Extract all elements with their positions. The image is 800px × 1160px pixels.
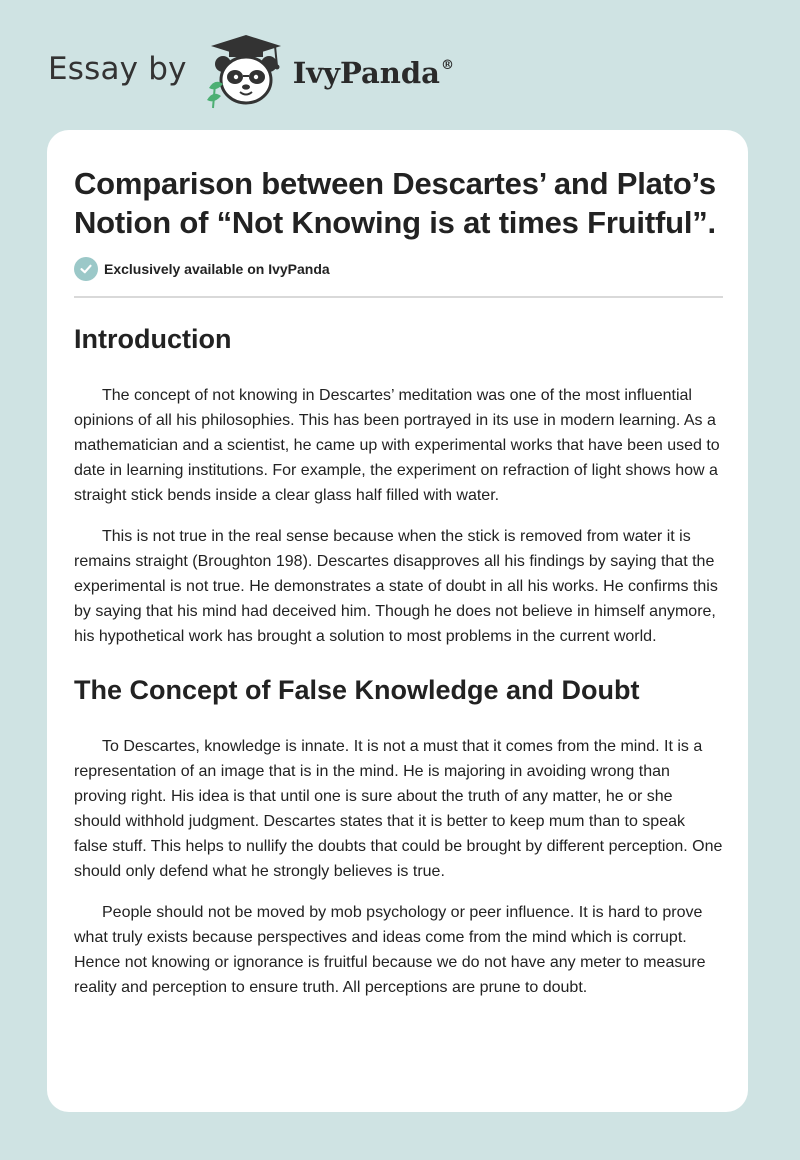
- site-header: [48, 34, 454, 110]
- section-heading-introduction: Introduction: [74, 324, 232, 354]
- essay-by-label: Essay by: [48, 51, 187, 87]
- paragraph: People should not be moved by mob psychology or peer influence. It is hard to prove what truly exists because perspectives and ideas come from the mind which is corrupt. Hence not knowing or ignorance is fruitful because we do not have any meter to measure reality and perception to ensure truth. All perceptions are prune to doubt.: [74, 904, 706, 996]
- essay-card: [47, 130, 748, 1112]
- paragraph: To Descartes, knowledge is innate. It is not a must that it comes from the mind. It is a representation of an image that is in the mind. He is majoring in avoiding wrong than proving right. His idea is that until one is sure about the truth of any matter, he or she should withhold judgment. Descartes states that it is better to keep mum than to speak false stuff. This helps to nullify the doubts that could be brought by different perception. One should only defend what he strongly believes is true.: [74, 738, 723, 880]
- paragraph: The concept of not knowing in Descartes’ meditation was one of the most influential opinions of all his philosophies. This has been portrayed in its use in modern learning. As a mathematician and a scientist, he came up with experimental works that have been used to date in learning institutions. For example, the experiment on refraction of light shows how a straight stick bends inside a clear glass half filled with water.: [74, 387, 720, 504]
- title-divider: [74, 296, 723, 298]
- check-circle-icon: [74, 257, 98, 281]
- exclusive-text: Exclusively available on IvyPanda: [104, 261, 330, 277]
- exclusive-badge: [74, 256, 723, 282]
- paragraph: This is not true in the real sense because when the stick is removed from water it is remains straight (Broughton 198). Descartes disapproves all his findings by saying that the experimental is not true. He demonstrates a state of doubt in all his works. He confirms this by saying that his mind had deceived him. Though he does not believe in himself anymore, his hypothetical work has brought a solution to most problems in the current world.: [74, 528, 718, 645]
- brand-text: IvyPanda: [292, 56, 440, 90]
- registered-mark: ®: [440, 58, 454, 73]
- brand-name[interactable]: [293, 56, 454, 90]
- section-heading-false-knowledge: The Concept of False Knowledge and Doubt: [74, 675, 640, 705]
- panda-logo-icon[interactable]: [201, 34, 291, 110]
- essay-title: Comparison between Descartes’ and Plato’s Notion of “Not Knowing is at times Fruitful”.: [74, 166, 716, 240]
